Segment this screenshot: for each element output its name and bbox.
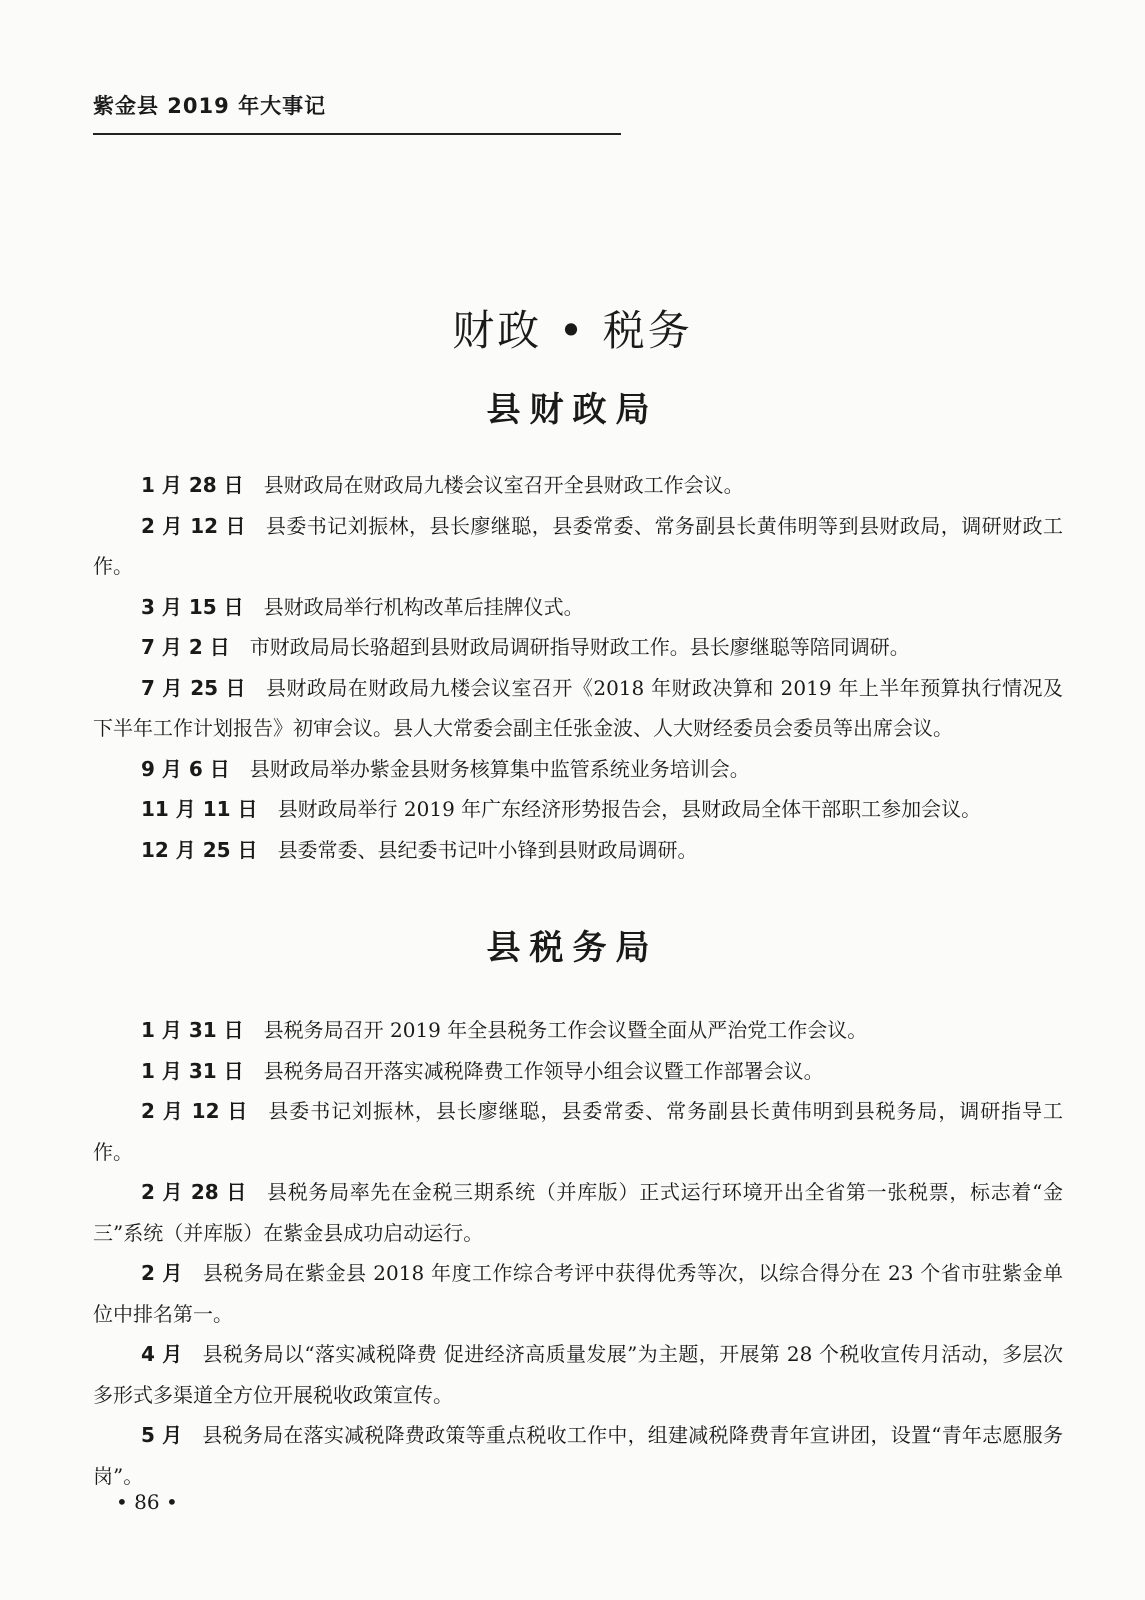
- entry-date: 3 月 15 日: [141, 594, 244, 619]
- entry-text: 县税务局在落实减税降费政策等重点税收工作中，组建减税降费青年宣讲团，设置“青年志愿服务岗”。: [93, 1423, 1063, 1488]
- entry-date: 11 月 11 日: [141, 797, 258, 821]
- entry-text: 县委常委、县纪委书记叶小锋到县财政局调研。: [277, 837, 698, 862]
- entry-date: 4 月: [141, 1342, 183, 1366]
- entry-date: 1 月 31 日: [141, 1058, 244, 1083]
- entry-date: 2 月 28 日: [141, 1180, 248, 1204]
- list-item: [93, 1010, 1063, 1051]
- list-item: [93, 1051, 1063, 1092]
- tax-bureau-entries: [93, 1010, 1063, 1496]
- list-item: [93, 1172, 1063, 1253]
- entry-date: 1 月 31 日: [141, 1018, 244, 1042]
- section-title-finance-bureau: 县财政局: [486, 390, 659, 430]
- entry-text: 县委书记刘振林，县长廖继聪，县委常委、常务副县长黄伟明到县税务局，调研指导工作。: [93, 1099, 1064, 1164]
- entry-text: 县财政局在财政局九楼会议室召开《2018 年财政决算和 2019 年上半年预算执行情况及下半年工作计划报告》初审会议。县人大常委会副主任张金波、人大财经委员会委员等出席会议。: [93, 675, 1063, 740]
- page-number: • 86 •: [116, 1490, 178, 1514]
- entry-text: 县税务局以“落实减税降费 促进经济高质量发展”为主题，开展第 28 个税收宣传月活动，多层次多形式多渠道全方位开展税收政策宣传。: [93, 1342, 1063, 1407]
- running-head: 紫金县 2019 年大事记: [93, 94, 327, 118]
- entry-date: 2 月: [141, 1261, 183, 1285]
- entry-text: 县委书记刘振林，县长廖继聪，县委常委、常务副县长黄伟明等到县财政局，调研财政工作。: [93, 513, 1063, 578]
- list-item: [93, 587, 1063, 628]
- entry-text: 县财政局举行 2019 年广东经济形势报告会，县财政局全体干部职工参加会议。: [277, 797, 982, 821]
- entry-date: 1 月 28 日: [141, 473, 244, 497]
- entry-text: 市财政局局长骆超到县财政局调研指导财政工作。县长廖继聪等陪同调研。: [249, 635, 910, 659]
- entry-text: 县税务局率先在金税三期系统（并库版）正式运行环境开出全省第一张税票，标志着“金三”系统（并库版）在紫金县成功启动运行。: [93, 1180, 1063, 1245]
- chapter-title: 财政 • 税务: [452, 306, 693, 356]
- entry-text: 县税务局召开 2019 年全县税务工作会议暨全面从严治党工作会议。: [263, 1018, 868, 1042]
- entry-date: 7 月 2 日: [141, 635, 230, 659]
- list-item: [93, 627, 1063, 668]
- list-item: [93, 465, 1063, 506]
- list-item: [93, 1415, 1063, 1496]
- entry-date: 12 月 25 日: [141, 837, 258, 862]
- list-item: [93, 789, 1063, 830]
- entry-date: 2 月 12 日: [141, 1099, 249, 1123]
- list-item: [93, 749, 1063, 790]
- list-item: [93, 830, 1063, 871]
- list-item: [93, 1334, 1063, 1415]
- entry-date: 2 月 12 日: [141, 513, 246, 538]
- entry-text: 县税务局召开落实减税降费工作领导小组会议暨工作部署会议。: [263, 1058, 824, 1083]
- entry-text: 县财政局举行机构改革后挂牌仪式。: [263, 594, 584, 619]
- entry-text: 县财政局举办紫金县财务核算集中监管系统业务培训会。: [249, 756, 750, 781]
- list-item: [93, 1253, 1063, 1334]
- entry-date: 7 月 25 日: [141, 675, 246, 700]
- section-title-tax-bureau: 县税务局: [486, 928, 659, 968]
- entry-date: 5 月: [141, 1423, 183, 1447]
- finance-bureau-entries: [93, 465, 1063, 870]
- entry-text: 县税务局在紫金县 2018 年度工作综合考评中获得优秀等次，以综合得分在 23 个省市驻紫金单位中排名第一。: [93, 1261, 1063, 1326]
- entry-date: 9 月 6 日: [141, 756, 230, 781]
- list-item: [93, 668, 1063, 749]
- header-rule: [93, 133, 621, 135]
- entry-text: 县财政局在财政局九楼会议室召开全县财政工作会议。: [263, 473, 744, 497]
- list-item: [93, 1091, 1063, 1172]
- list-item: [93, 506, 1063, 587]
